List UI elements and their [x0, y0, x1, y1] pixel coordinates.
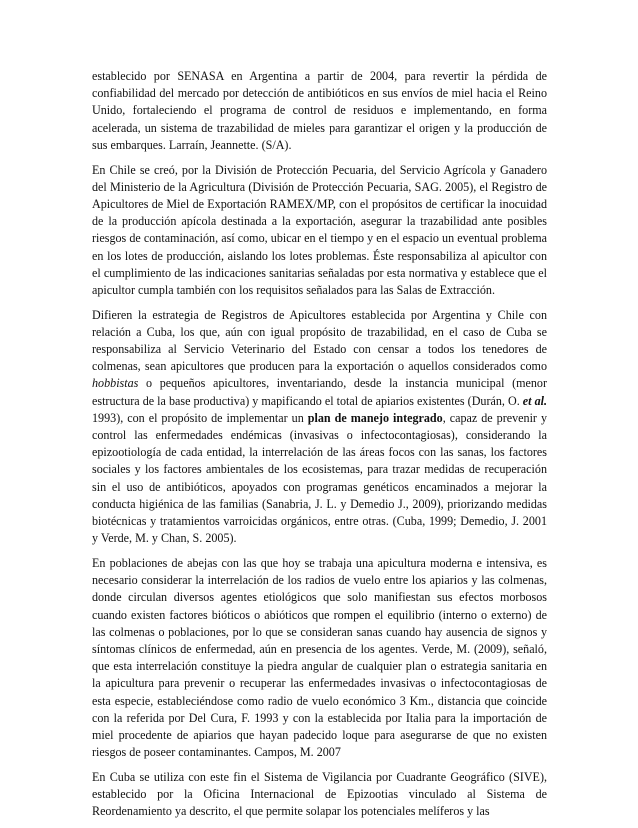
emphasis-hobbistas: hobbistas — [92, 376, 139, 391]
paragraph-sive: En Cuba se utiliza con este fin el Sistema de Vigilancia por Cuadrante Geográfico (SIVE), establecido por la Oficina Internacional de Epizootias vinculado al Sistema de Reordenamiento ya descrito, el que permite solapar los potenciales melíferos y las — [92, 769, 547, 819]
paragraph-chile: En Chile se creó, por la División de Protección Pecuaria, del Servicio Agrícola y Ganadero del Ministerio de la Agricultura (División de Protección Pecuaria, SAG. 2005), el Registro de Apicultores de Miel de Exportación RAMEX/MP, con el propósitos de certificar la inocuidad de la producción apícola destinada a la exportación, asegurar la trazabilidad ante posibles riesgos de contaminación, así como, ubicar en el tiempo y en el espacio un eventual problema en los lotes de producción, aislando los lotes problemas. Éste responsabiliza al apicultor con el cumplimiento de las indicaciones sanitarias señaladas por esta normativa y establece que el apicultor cumpla también con los requisitos señalados para las Salas de Extracción. — [92, 162, 547, 297]
emphasis-et-al: et al. — [522, 393, 547, 408]
paragraph-text: Difieren la estrategia de Registros de Apicultores establecida por Argentina y Chile con relación a Cuba, los que, aún con igual propósito de trazabilidad, en el caso de Cuba se responsabiliza al Servicio Veterinario del Estado con censar a todos los tenedores de colmenas, sean apicultores que producen para la exportación o aquellos considerados como — [92, 307, 547, 374]
paragraph-senasa: establecido por SENASA en Argentina a partir de 2004, para revertir la pérdida de confiabilidad del mercado por detección de antibióticos en sus envíos de miel hacia el Reino Unido, fortaleciendo el programa de control de residuos e implementando, en forma acelerada, un sistema de trazabilidad de mieles para garantizar el origen y la producción de sus embarques. Larraín, Jeannette. (S/A). — [92, 69, 547, 152]
paragraph-text: , capaz de prevenir y control las enfermedades endémicas (invasivas o infectocontagiosas), considerando la epizootiología de cada entidad, la interrelación de las áreas focos con las sanas, los factores sociales y los factores ambientales de los ecosistemas, para trazar medidas de recuperación sin el uso de antibióticos, apoyados con programas genéticos encaminados a mejorar la conducta higiénica de las familias (Sanabria, J. L. y Demedio J., 2009), priorizando medidas biotécnicas y tratamientos varroicidas orgánicos, entre otras. (Cuba, 1999; Demedio, J. 2001 y Verde, M. y Chan, S. 2005). — [92, 410, 548, 546]
emphasis-plan: plan de manejo integrado — [307, 410, 443, 425]
paragraph-text: 1993), con el propósito de implementar un — [92, 410, 308, 425]
document-body — [92, 68, 547, 828]
paragraph-cuba-registry — [92, 307, 547, 548]
paragraph-text: o pequeños apicultores, inventariando, desde la instancia municipal (menor estructura de la base productiva) y mapificando el total de apiarios existentes (Durán, O. — [92, 376, 547, 408]
paragraph-flight-radius: En poblaciones de abejas con las que hoy se trabaja una apicultura moderna e intensiva, es necesario considerar la interrelación de los radios de vuelo entre los apiarios y las colmenas, donde circulan diversos agentes etiológicos que solo manifiestan sus efectos morbosos cuando existen factores bióticos o abióticos que rompen el equilibrio (interno o externo) de las colmenas o poblaciones, por lo que se consideran sanas cuando hay ausencia de signos y síntomas clínicos de enfermedad, aún en presencia de los agentes. Verde, M. (2009), señaló, que esta interrelación constituye la piedra angular de cualquier plan o estrategia sanitaria en la apicultura para prevenir o recuperar las enfermedades invasivas o infectocontagiosas de esta especie, estableciéndose como radio de vuelo económico 3 Km., distancia que coincide con la referida por Del Cura, F. 1993 y con la establecida por Italia para la importación de miel procedente de apiarios que hayan padecido loque para asegurarse de que no existen riesgos de poseer contaminantes. Campos, M. 2007 — [92, 555, 547, 760]
